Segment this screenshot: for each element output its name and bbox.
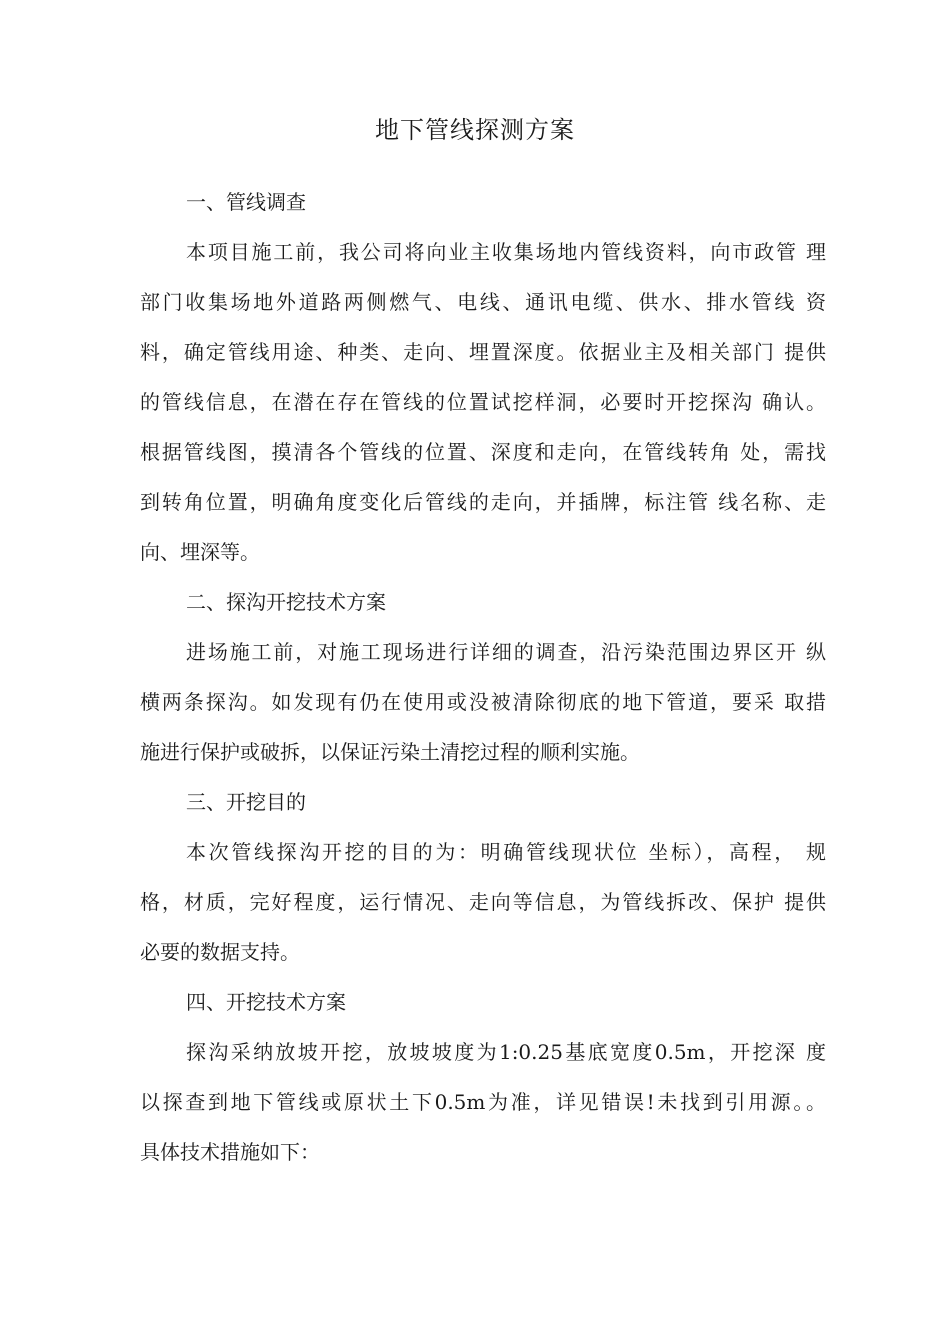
paragraph-line: 必要的数据支持。	[140, 940, 300, 964]
paragraph-line: 到转角位置，明确角度变化后管线的走向，并插牌，标注管 线名称、走	[140, 490, 826, 514]
paragraph-line: 根据管线图，摸清各个管线的位置、深度和走向，在管线转角 处，需找	[140, 440, 826, 464]
paragraph-line: 以探查到地下管线或原状土下0.5m为准，详见错误!未找到引用源。。	[140, 1090, 826, 1114]
section-heading-3: 三、开挖目的	[186, 790, 306, 814]
section-heading-2: 二、探沟开挖技术方案	[186, 590, 386, 614]
paragraph-line: 探沟采纳放坡开挖，放坡坡度为1:0.25基底宽度0.5m，开挖深 度	[186, 1040, 826, 1064]
paragraph-line: 向、埋深等。	[140, 540, 260, 564]
section-heading-4: 四、开挖技术方案	[186, 990, 346, 1014]
paragraph-line: 本次管线探沟开挖的目的为：明确管线现状位 坐标），高程， 规	[186, 840, 826, 864]
paragraph-line: 进场施工前，对施工现场进行详细的调查，沿污染范围边界区开 纵	[186, 640, 826, 664]
document-title: 地下管线探测方案	[375, 116, 575, 144]
paragraph-line: 本项目施工前，我公司将向业主收集场地内管线资料，向市政管 理	[186, 240, 826, 264]
section-heading-1: 一、管线调查	[186, 190, 306, 214]
paragraph-line: 具体技术措施如下：	[140, 1140, 320, 1164]
paragraph-line: 的管线信息，在潜在存在管线的位置试挖样洞，必要时开挖探沟 确认。	[140, 390, 826, 414]
paragraph-line: 料，确定管线用途、种类、走向、埋置深度。依据业主及相关部门 提供	[140, 340, 826, 364]
paragraph-line: 施进行保护或破拆，以保证污染土清挖过程的顺利实施。	[140, 740, 640, 764]
paragraph-line: 部门收集场地外道路两侧燃气、电线、通讯电缆、供水、排水管线 资	[140, 290, 826, 314]
paragraph-line: 横两条探沟。如发现有仍在使用或没被清除彻底的地下管道，要采 取措	[140, 690, 826, 714]
paragraph-line: 格，材质，完好程度，运行情况、走向等信息，为管线拆改、保护 提供	[140, 890, 826, 914]
